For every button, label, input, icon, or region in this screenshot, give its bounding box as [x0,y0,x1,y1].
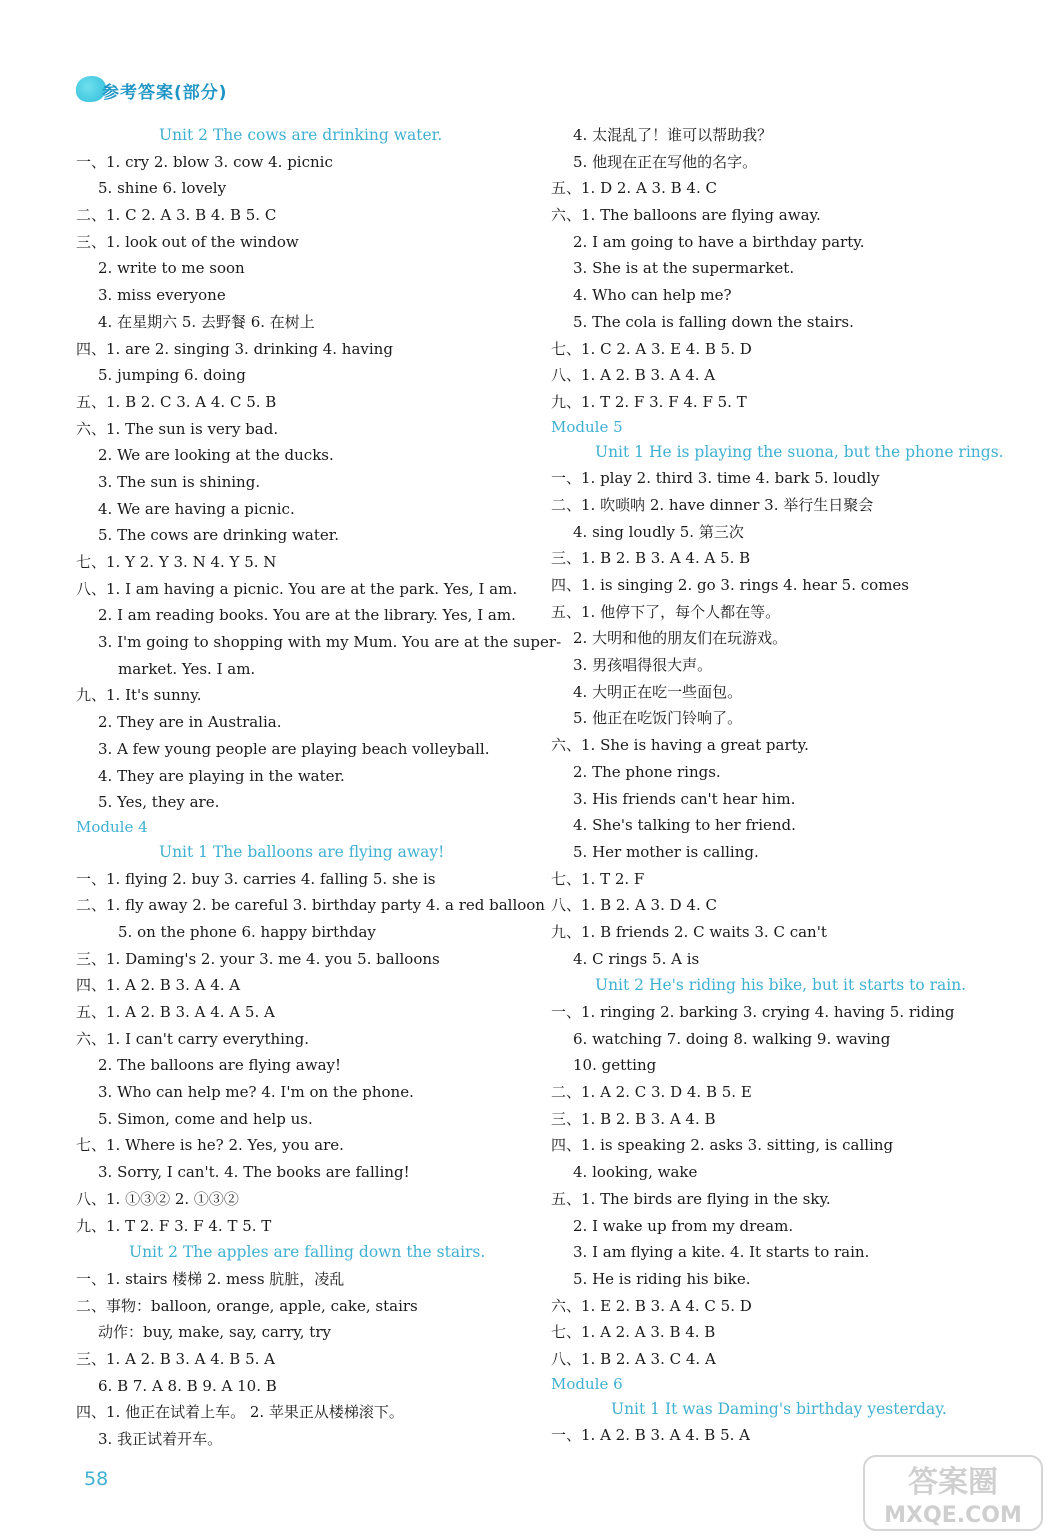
answer-line: 六、1. The sun is very bad. [76,419,279,438]
answer-line: 六、1. I can't carry everything. [76,1029,310,1048]
answer-line: 三、1. B 2. B 3. A 4. B [551,1109,716,1128]
answer-line: 七、1. A 2. A 3. B 4. B [551,1323,716,1342]
answer-line: 八、1. I am having a picnic. You are at the park. Yes, I am. [76,579,518,598]
answer-line: 七、1. C 2. A 3. E 4. B 5. D [551,339,752,358]
answer-line: 八、1. ①③② 2. ①③② [76,1189,239,1208]
watermark-line1: 答案圈 [908,1465,998,1500]
answer-line: 4. Who can help me? [573,286,732,305]
answer-line: 一、1. play 2. third 3. time 4. bark 5. loudly [551,469,880,488]
answer-line: 七、1. Y 2. Y 3. N 4. Y 5. N [76,553,277,571]
answer-line: 5. on the phone 6. happy birthday [118,922,376,941]
answer-line: 一、1. stairs 楼梯 2. mess 肮脏，凌乱 [76,1269,345,1288]
answer-line: 4. looking, wake [573,1163,698,1182]
unit-heading: Unit 2 The cows are drinking water. [159,126,443,144]
answer-line: 2. I am going to have a birthday party. [573,232,865,251]
answer-line: 二、1. fly away 2. be careful 3. birthday party 4. a red balloon [76,896,545,915]
answer-line: 2. I am reading books. You are at the library. Yes, I am. [98,606,516,625]
answer-line: 七、1. T 2. F [551,869,645,888]
answer-line: 五、1. B 2. C 3. A 4. C 5. B [76,392,277,411]
answer-line: 3. miss everyone [98,286,226,305]
answer-line: 4. sing loudly 5. 第三次 [573,522,744,541]
answer-line: 5. The cola is falling down the stairs. [573,312,854,331]
answer-line: 二、1. 吹唢呐 2. have dinner 3. 举行生日聚会 [551,495,874,514]
watermark-logo [858,1452,1048,1534]
answer-line: 3. The sun is shining. [98,472,261,491]
answer-line: 九、1. B friends 2. C waits 3. C can't [551,922,827,941]
module-heading: Module 5 [551,417,623,436]
unit-heading: Unit 1 It was Daming's birthday yesterday. [611,1399,947,1418]
answer-line: 一、1. A 2. B 3. A 4. B 5. A [551,1426,751,1445]
answer-line: 二、1. C 2. A 3. B 4. B 5. C [76,206,277,225]
watermark-line2: MXQE.COM [884,1503,1022,1528]
answer-line: 七、1. Where is he? 2. Yes, you are. [76,1136,344,1155]
answer-line: 3. She is at the supermarket. [573,259,795,278]
answer-line: 3. 我正试着开车。 [98,1430,223,1448]
answer-line: 4. 大明正在吃一些面包。 [573,682,743,701]
answer-line: 2. They are in Australia. [98,713,282,732]
answer-line: 4. She's talking to her friend. [573,816,796,835]
answer-line: 八、1. A 2. B 3. A 4. A [551,366,716,385]
answer-line: 5. shine 6. lovely [98,179,227,198]
answer-line: 6. B 7. A 8. B 9. A 10. B [98,1376,277,1395]
answer-line: 5. Yes, they are. [98,793,220,812]
answer-line: 九、1. T 2. F 3. F 4. F 5. T [551,392,747,411]
unit-heading: Unit 1 He is playing the suona, but the phone rings. [595,442,1004,461]
module-heading: Module 4 [76,817,148,836]
answer-line: 一、1. flying 2. buy 3. carries 4. falling 5. she is [76,869,436,888]
answer-line: 2. The balloons are flying away! [98,1056,342,1075]
answer-line: 一、1. cry 2. blow 3. cow 4. picnic [76,152,333,171]
answer-line: 五、1. D 2. A 3. B 4. C [551,179,717,198]
answer-line: 四、1. are 2. singing 3. drinking 4. having [76,339,393,358]
answer-line: 四、1. is singing 2. go 3. rings 4. hear 5. comes [551,576,909,594]
answer-line: 4. 太混乱了！谁可以帮助我？ [573,126,773,144]
right-answer-column [551,122,1004,1449]
answer-line: 四、1. 他正在试着上车。 2. 苹果正从楼梯滚下。 [76,1403,404,1422]
answer-line: 2. We are looking at the ducks. [98,446,334,465]
answer-line: 3. His friends can't hear him. [573,789,796,808]
answer-line: 四、1. A 2. B 3. A 4. A [76,976,241,995]
answer-line: 三、1. B 2. B 3. A 4. A 5. B [551,549,751,568]
answer-line: 五、1. A 2. B 3. A 4. A 5. A [76,1003,275,1021]
answer-line: 4. C rings 5. A is [573,949,700,968]
answer-line: 3. I am flying a kite. 4. It starts to rain. [573,1243,870,1262]
answer-line: 3. Who can help me? 4. I'm on the phone. [98,1083,414,1102]
answer-line: 动作：buy, make, say, carry, try [98,1323,331,1342]
answer-line: 3. I'm going to shopping with my Mum. You are at the super- [98,633,562,652]
header-title: 参考答案(部分) [102,83,228,103]
answer-line: 三、1. A 2. B 3. A 4. B 5. A [76,1349,276,1368]
answer-line: 四、1. is speaking 2. asks 3. sitting, is calling [551,1136,894,1155]
unit-heading: Unit 1 The balloons are flying away! [159,842,445,861]
answer-line: 五、1. The birds are flying in the sky. [551,1189,831,1208]
answer-line: 三、1. look out of the window [76,232,299,251]
answer-line: 二、事物：balloon, orange, apple, cake, stairs [76,1296,418,1315]
answer-line: 五、1. 他停下了，每个人都在等。 [551,602,781,621]
answer-line: 六、1. The balloons are flying away. [551,206,821,225]
answer-line: 5. 他现在正在写他的名字。 [573,152,758,171]
answer-line: market. Yes. I am. [118,659,256,678]
answer-line: 3. 男孩唱得很大声。 [573,656,713,675]
answer-line: 一、1. ringing 2. barking 3. crying 4. having 5. riding [551,1003,955,1021]
answer-line: 5. Her mother is calling. [573,842,759,861]
answer-line: 5. 他正在吃饭门铃响了。 [573,709,743,728]
answer-line: 九、1. T 2. F 3. F 4. T 5. T [76,1216,272,1235]
answer-line: 3. A few young people are playing beach volleyball. [98,739,490,758]
answer-line: 2. I wake up from my dream. [573,1216,794,1235]
unit-heading: Unit 2 He's riding his bike, but it starts to rain. [595,976,967,995]
answer-line: 3. Sorry, I can't. 4. The books are falling! [98,1163,410,1182]
answer-line: 九、1. It's sunny. [76,686,202,705]
answer-line: 二、1. A 2. C 3. D 4. B 5. E [551,1083,752,1102]
answer-line: 5. jumping 6. doing [98,366,246,385]
answer-line: 5. The cows are drinking water. [98,526,340,545]
answer-line: 三、1. Daming's 2. your 3. me 4. you 5. balloons [76,949,440,968]
answer-line: 6. watching 7. doing 8. walking 9. waving [573,1029,891,1048]
answer-line: 2. write to me soon [98,259,245,278]
answer-line: 八、1. B 2. A 3. C 4. A [551,1349,716,1368]
answer-line: 2. 大明和他的朋友们在玩游戏。 [573,629,788,648]
answer-line: 4. 在星期六 5. 去野餐 6. 在树上 [98,312,315,331]
left-answer-column [76,122,562,1453]
unit-heading: Unit 2 The apples are falling down the stairs. [129,1243,486,1262]
answer-line: 八、1. B 2. A 3. D 4. C [551,896,717,915]
answer-line: 六、1. E 2. B 3. A 4. C 5. D [551,1296,752,1315]
answer-line: 4. We are having a picnic. [98,499,295,518]
answer-line: 4. They are playing in the water. [98,766,345,785]
answer-line: 六、1. She is having a great party. [551,736,809,755]
page-number: 58 [84,1468,109,1490]
answer-line: 5. Simon, come and help us. [98,1109,313,1128]
answer-line: 2. The phone rings. [573,762,721,781]
answer-line: 10. getting [573,1056,657,1075]
answer-line: 5. He is riding his bike. [573,1269,751,1288]
module-heading: Module 6 [551,1374,623,1393]
